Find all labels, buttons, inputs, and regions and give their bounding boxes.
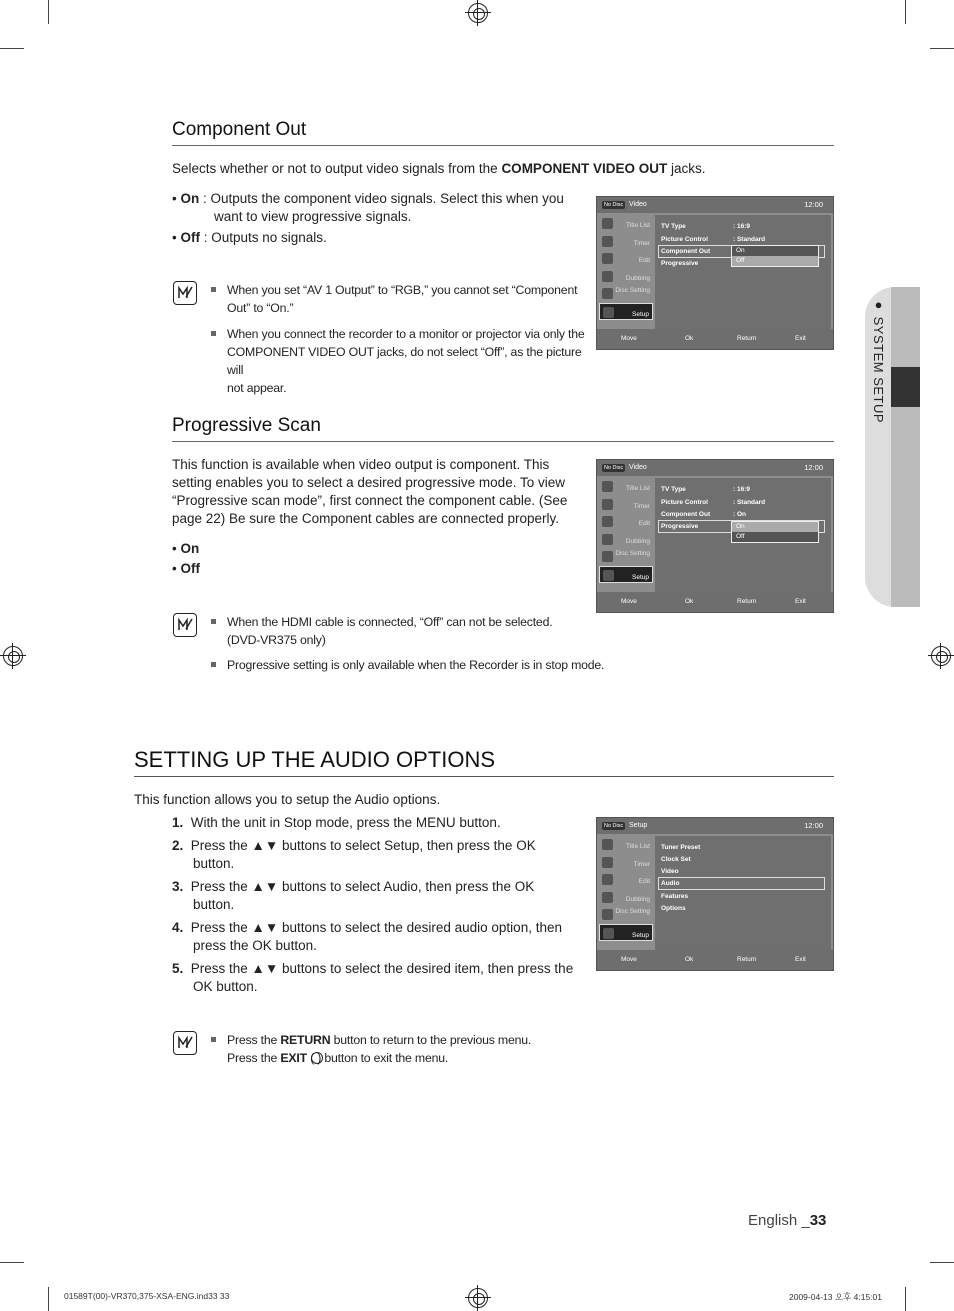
edit-icon	[602, 874, 613, 885]
no-disc-badge: No Disc	[604, 465, 624, 471]
osd-bottom-bar	[597, 329, 833, 349]
osd-title: Video	[629, 201, 647, 208]
osd-side-timer: Timer	[599, 496, 653, 514]
osd-side-disc-setting: Disc Setting	[599, 548, 653, 566]
osd-bottom-bar	[597, 592, 833, 612]
section-title-audio-options: SETTING UP THE AUDIO OPTIONS	[134, 747, 496, 772]
dubbing-icon	[602, 534, 613, 545]
gear-icon	[603, 928, 614, 939]
dubbing-icon	[602, 271, 613, 282]
progressive-scan-para: This function is available when video output is component. This setting enables you to select a desired progressive mode. To view “Progressive scan mode”, first connect the component cable. (See page 22) Be sure the Component cables are connected properly.	[172, 457, 568, 526]
osd-side-edit: Edit	[599, 250, 653, 268]
timer-icon	[602, 499, 613, 510]
component-out-note-2: When you connect the recorder to a monitor or projector via only the COMPONENT VIDEO OUT jacks, do not select “Off”, as the picture will not appear.	[227, 325, 597, 397]
osd-clock: 12:00	[804, 200, 823, 209]
osd-side-disc-setting: Disc Setting	[599, 906, 653, 924]
osd-side-timer: Timer	[599, 233, 653, 251]
osd-ok: Ok	[685, 956, 694, 963]
note-icon	[173, 281, 197, 305]
note-icon	[173, 1031, 197, 1055]
osd-main-panel: TV Type : 16:9 Picture Control : Standard Component Out Progressive On Off	[655, 215, 831, 329]
disc-icon	[602, 909, 613, 920]
progressive-bullet-off: • Off	[172, 561, 200, 576]
osd-side-dubbing: Dubbing	[599, 531, 653, 549]
osd-bottom-bar	[597, 950, 833, 970]
registration-mark-icon	[468, 3, 488, 23]
chapter-tab-label: ● SYSTEM SETUP	[871, 297, 886, 424]
component-out-bullet-on: • On : Outputs the component video signals. Select this when you want to view progressive signals.	[172, 191, 564, 224]
gear-icon	[603, 307, 614, 318]
audio-step-3: 3. Press the ▲▼ buttons to select Audio, then press the OK button.	[172, 879, 535, 912]
chapter-side-tab	[865, 287, 920, 607]
footer-file-info: 01589T(00)-VR370,375-XSA-ENG.ind33 33	[64, 1291, 230, 1301]
osd-side-timer: Timer	[599, 854, 653, 872]
section-rule	[134, 776, 834, 777]
gear-icon	[603, 570, 614, 581]
osd-side-disc-setting: Disc Setting	[599, 285, 653, 303]
audio-step-4: 4. Press the ▲▼ buttons to select the desired audio option, then press the OK button.	[172, 920, 562, 953]
osd-screen-video-progressive	[596, 459, 834, 613]
osd-popup: On Off	[731, 521, 819, 543]
osd-side-title-list: Title List	[599, 836, 653, 854]
audio-step-1: 1. With the unit in Stop mode, press the MENU button.	[172, 815, 501, 830]
osd-exit: Exit	[795, 335, 806, 342]
osd-title: Setup	[629, 822, 648, 829]
footer-timestamp: 2009-04-13 오후 4:15:01	[789, 1292, 882, 1302]
osd-side-dubbing: Dubbing	[599, 889, 653, 907]
osd-side-title-list: Title List	[599, 478, 653, 496]
osd-ok: Ok	[685, 598, 694, 605]
note-icon	[173, 613, 197, 637]
osd-side-edit: Edit	[599, 871, 653, 889]
progressive-note-2: Progressive setting is only available when the Recorder is in stop mode.	[227, 656, 627, 674]
dubbing-icon	[602, 892, 613, 903]
section-title-component-out: Component Out	[172, 119, 307, 140]
audio-step-2: 2. Press the ▲▼ buttons to select Setup, then press the OK button.	[172, 838, 536, 871]
progressive-bullet-on: • On	[172, 541, 200, 556]
timer-icon	[602, 857, 613, 868]
registration-mark-icon	[931, 646, 951, 666]
exit-button-icon	[311, 1052, 323, 1064]
component-out-note-1: When you set “AV 1 Output” to “RGB,” you cannot set “Component Out” to “On.”	[227, 281, 597, 317]
timer-icon	[602, 236, 613, 247]
page-number: English _33	[748, 1212, 827, 1229]
component-out-intro: Selects whether or not to output video signals from the COMPONENT VIDEO OUT jacks.	[172, 161, 706, 176]
registration-mark-icon	[468, 1288, 488, 1308]
osd-side-menu	[599, 478, 653, 583]
osd-clock: 12:00	[804, 463, 823, 472]
disc-icon	[602, 288, 613, 299]
osd-side-edit: Edit	[599, 513, 653, 531]
osd-side-setup: Setup	[599, 566, 653, 584]
osd-exit: Exit	[795, 598, 806, 605]
section-rule	[172, 145, 834, 146]
title-list-icon	[602, 481, 613, 492]
osd-main-panel: TV Type : 16:9 Picture Control : Standard Component Out : On Progressive On Off	[655, 478, 831, 592]
section-rule	[172, 441, 834, 442]
osd-side-menu	[599, 836, 653, 941]
edit-icon	[602, 516, 613, 527]
osd-screen-setup	[596, 817, 834, 971]
section-title-progressive-scan: Progressive Scan	[172, 415, 321, 436]
osd-move: Move	[621, 598, 637, 605]
osd-clock: 12:00	[804, 821, 823, 830]
progressive-note-1: When the HDMI cable is connected, “Off” can not be selected. (DVD-VR375 only)	[227, 613, 607, 649]
osd-return: Return	[737, 598, 757, 605]
audio-intro: This function allows you to setup the Audio options.	[134, 792, 441, 807]
osd-return: Return	[737, 956, 757, 963]
component-out-bullet-off: • Off : Outputs no signals.	[172, 230, 327, 245]
osd-popup: On Off	[731, 245, 819, 267]
osd-move: Move	[621, 956, 637, 963]
osd-exit: Exit	[795, 956, 806, 963]
osd-move: Move	[621, 335, 637, 342]
osd-main-panel: Tuner Preset Clock Set Video Audio Features Options	[655, 836, 831, 950]
osd-return: Return	[737, 335, 757, 342]
no-disc-badge: No Disc	[604, 823, 624, 829]
osd-side-title-list: Title List	[599, 215, 653, 233]
osd-screen-video-component-out	[596, 196, 834, 350]
no-disc-badge: No Disc	[604, 202, 624, 208]
osd-side-dubbing: Dubbing	[599, 268, 653, 286]
disc-icon	[602, 551, 613, 562]
osd-ok: Ok	[685, 335, 694, 342]
edit-icon	[602, 253, 613, 264]
osd-title: Video	[629, 464, 647, 471]
osd-side-setup: Setup	[599, 303, 653, 321]
audio-step-5: 5. Press the ▲▼ buttons to select the desired item, then press the OK button.	[172, 961, 574, 994]
title-list-icon	[602, 839, 613, 850]
osd-side-setup: Setup	[599, 924, 653, 942]
audio-note: Press the RETURN button to return to the previous menu. Press the EXIT ( ) button to exit the menu.	[227, 1031, 607, 1067]
registration-mark-icon	[3, 646, 23, 666]
osd-side-menu	[599, 215, 653, 320]
title-list-icon	[602, 218, 613, 229]
